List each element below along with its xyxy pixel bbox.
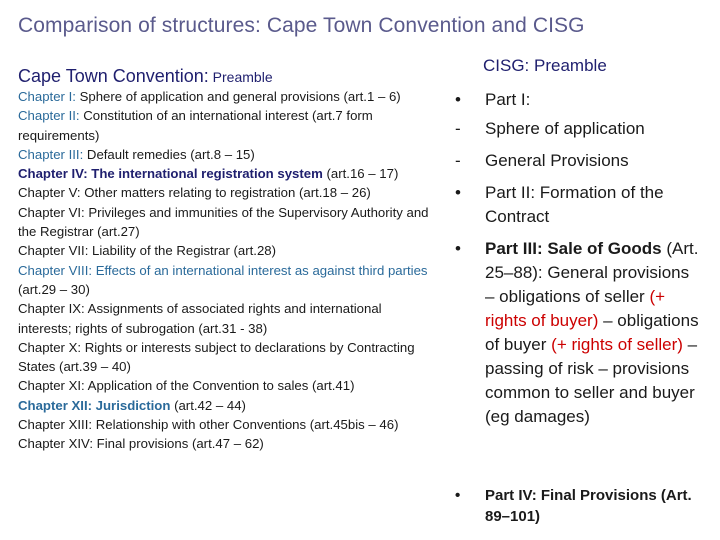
chapter-item: Chapter XI: Application of the Convention to sales (art.41) bbox=[18, 378, 355, 394]
chapter-item: Chapter II: Constitution of an international interest (art.7 form requirements) bbox=[18, 108, 373, 143]
chapter-item: Chapter VI: Privileges and immunities of the Supervisory Authority and the Registrar (art.27) bbox=[18, 204, 429, 240]
cape-town-chapter-list bbox=[18, 87, 438, 454]
slide-title: Comparison of structures: Cape Town Convention and CISG bbox=[18, 14, 585, 37]
cisg-part-1: • Part I: bbox=[455, 90, 531, 109]
chapter-item: Chapter X: Rights or interests subject to declarations by Contracting States (art.39 – 40) bbox=[18, 339, 415, 375]
chapter-item: Chapter VII: Liability of the Registrar (art.28) bbox=[18, 243, 277, 259]
cisg-sphere-of-application: - Sphere of application bbox=[455, 119, 645, 138]
chapter-item: Chapter I: Sphere of application and general provisions (art.1 – 6) bbox=[18, 89, 401, 104]
chapter-item: Chapter XIV: Final provisions (art.47 – 62) bbox=[18, 436, 264, 452]
chapter-item: Chapter XIII: Relationship with other Conventions (art.45bis – 46) bbox=[18, 417, 399, 433]
cisg-part-3: • Part III: Sale of Goods (Art. 25–88): General provisions – obligations of seller (+ rights of buyer) – obligations of buyer (+ rights of seller) – passing of risk – provisions common to seller and buyer (eg damages) bbox=[455, 239, 699, 426]
chapter-item: Chapter XII: Jurisdiction (art.42 – 44) bbox=[18, 397, 246, 413]
cisg-part-4: • Part IV: Final Provisions (Art. 89–101) bbox=[455, 487, 692, 525]
chapter-item: Chapter IX: Assignments of associated rights and international interests; rights of subrogation (art.31 - 38) bbox=[18, 301, 382, 336]
chapter-item: Chapter III: Default remedies (art.8 – 15) bbox=[18, 146, 255, 162]
chapter-item: Chapter VIII: Effects of an international interest as against third parties (art.29 – 30) bbox=[18, 262, 428, 297]
cisg-heading: CISG: Preamble bbox=[483, 56, 607, 75]
chapter-item: Chapter V: Other matters relating to registration (art.18 – 26) bbox=[18, 185, 371, 201]
chapter-item: Chapter IV: The international registration system (art.16 – 17) bbox=[18, 166, 399, 182]
cape-town-heading: Cape Town Convention: Preamble bbox=[18, 66, 273, 86]
cisg-part-2: • Part II: Formation of the Contract bbox=[455, 183, 664, 226]
cisg-general-provisions: - General Provisions bbox=[455, 151, 629, 170]
